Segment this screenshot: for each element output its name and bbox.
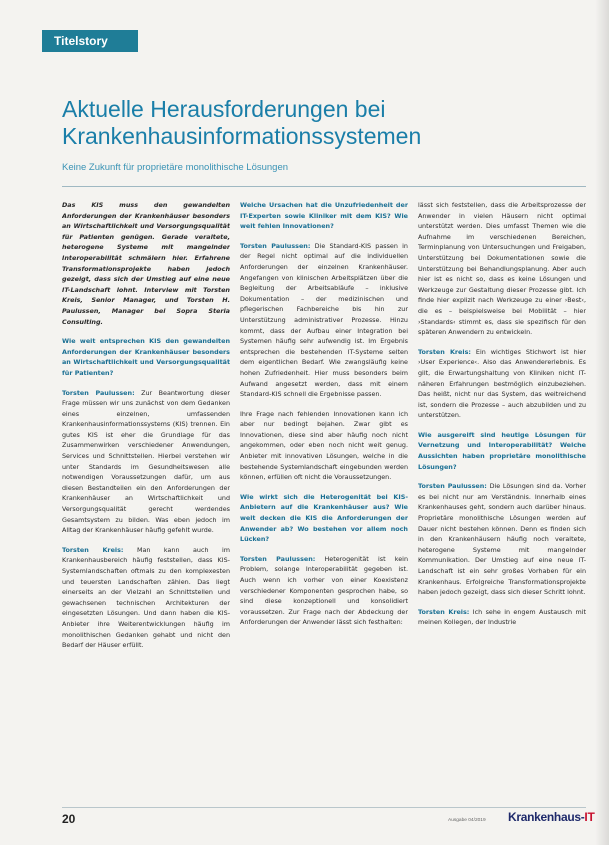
magazine-logo — [508, 810, 595, 824]
footer-divider — [62, 807, 586, 808]
magazine-logo-main: Krankenhaus- — [508, 810, 585, 824]
text-column-1 — [62, 200, 230, 800]
article-subtitle: Keine Zukunft für proprietäre monolithische Lösungen — [62, 162, 289, 173]
magazine-logo-accent: IT — [584, 810, 595, 824]
paragraph — [418, 347, 586, 421]
paragraph-text: Die Lösungen sind da. Vorher es bei nicht nur am Verständnis. Innerhalb eines Krankenhauses geht, sondern auch darüber hinaus. Proprietäre monolithische Lösungen werden auf Dauer nicht bestehen können. Denn es finden sich in den Krankenhäusern häufig noch veraltete, heterogene Systeme mit mangelnder Kommunikation. Der Umstieg auf eine neue IT-Landschaft ist ein sehr großes Vorhaben für ein Krankenhaus. Erfolgreiche Transformationsprojekte haben jedoch gezeigt, dass sich dieser Schritt lohnt. — [418, 482, 586, 597]
paragraph-text: Ich sehe in engem Austausch mit meinen Kollegen, der Industrie — [418, 607, 586, 627]
page-edge-shadow — [595, 0, 609, 845]
speaker-name: Torsten Kreis: — [418, 347, 471, 356]
paragraph-text: Die Standard-KIS passen in der Regel nicht optimal auf die individuellen Anforderungen der einzelnen Krankenhäuser. Angefangen von klinischen Arbeitsplätzen über die Begleitung der Arbeitsabläufe – inklusive Dokumentation – der medizinischen und pflegerischen Fachbereiche bis hin zur Unterstützung administrativer Prozesse. Hinzu kommt, dass der Aufbau einer Integration bei Systemen häufig sehr aufwendig ist. Im Ergebnis entsprechen die bestehenden IT-Systeme selten dem eigentlichen Bedarf. Wie zwangsläufig keine hohen Zufriedenheit. Hier muss besonders beim Aufwand angesetzt werden, dass mit einem Standard-KIS schnell die Ergebnisse passen. — [240, 241, 408, 399]
paragraph — [418, 481, 586, 598]
speaker-name: Torsten Paulussen: — [240, 241, 311, 250]
speaker-name: Torsten Kreis: — [418, 607, 470, 616]
page-number: 20 — [62, 812, 76, 826]
paragraph — [62, 388, 230, 536]
paragraph-text: Wie wirkt sich die Heterogenität bei KIS-Anbietern auf die Krankenhäuser aus? Wie weit decken die KIS die Anforderungen der Anwender ab? Wo bestehen vor allem noch Lücken? — [240, 492, 408, 544]
paragraph-text: Das KIS muss den gewandelten Anforderungen der Krankenhäuser besonders an Wirtschaftlichkeit und Versorgungsqualität für Patienten genügen. Gerade veraltete, heterogene Systeme mit mangelnder Interoperabilität schmälern hier. Erfahrene Transformationsprojekte haben jedoch gezeigt, dass sich der Umstieg auf eine neue IT-Landschaft lohnt. Interview mit Torsten Kreis, Senior Manager, und Torsten H. Paulussen, Manager bei Sopra Steria Consulting. — [62, 201, 230, 326]
paragraph — [418, 607, 586, 628]
speaker-name: Torsten Paulussen: — [240, 554, 316, 563]
speaker-name: Torsten Paulussen: — [62, 388, 135, 397]
paragraph-text: Heterogenität ist kein Problem, solange Interoperabilität gegeben ist. Auch wenn ich vorher von einer Koexistenz verschiedener Komponenten gesprochen habe, so sind diese konzeptionell und konsolidiert voraussetzen. Zur Frage nach der Abdeckung der Anforderungen der Anwender lässt sich festhalten: — [240, 554, 408, 627]
paragraph-text: Man kann auch im Krankenhausbereich häufig feststellen, dass KIS-Systemlandschaften oftmals zu den komplexesten und teuersten Landschaften zählen. Das liegt einerseits an der Vielzahl an Schnittstellen und gewachsenen technischen Architekturen der eingesetzten Lösungen. Und dann haben die KIS-Anbieter ihre Weiterentwicklungen häufig im monolithischen Gedanken gehabt und nicht den Bedarf der Häuser erfüllt. — [62, 545, 230, 650]
paragraph-text: Wie ausgereift sind heutige Lösungen für Vernetzung und Interoperabilität? Welche Aussichten haben proprietäre monolithische Lösungen? — [418, 430, 586, 471]
speaker-name: Torsten Kreis: — [62, 545, 124, 554]
paragraph — [62, 545, 230, 651]
paragraph — [240, 409, 408, 483]
text-column-2 — [240, 200, 408, 800]
paragraph — [418, 430, 586, 472]
speaker-name: Torsten Paulussen: — [418, 482, 487, 491]
article-title: Aktuelle Herausforderungen bei Krankenhausinformationssystemen — [62, 96, 422, 149]
paragraph — [62, 200, 230, 327]
paragraph-text: lässt sich feststellen, dass die Arbeitsprozesse der Anwender in vielen Häusern nicht optimal unterstützt werden. Dies umfasst Themen wie die Aufnahme im verschiedenen Bereichen, Terminplanung von Untersuchungen und Freigaben, Unterstützung bei Dokumentationen sowie die Unterstützung bei Behandlungsplanung. Aber auch hier ist es nicht so, dass es keine Lösungen und Werkzeuge zur Gestaltung dieser Prozesse gibt. Ich finde hier explizit nach Werkzeuge zu einer ›Best‹, die es – beispielsweise bei Mobilität – hier ›Standards‹ stimmt es, dass sie spezifisch für den späteren Anwendern zu entwickeln. — [418, 201, 586, 337]
text-column-3 — [418, 200, 586, 800]
paragraph — [240, 554, 408, 628]
title-divider — [62, 186, 586, 187]
issue-label: Ausgabe 04/2019 — [448, 818, 486, 823]
paragraph — [240, 241, 408, 400]
paragraph-text: Ein wichtiges Stichwort ist hier ›User Experience‹. Also das Anwendererlebnis. Es gilt, die Erwartungshaltung von Kliniken nicht IT-näheren Erfahrungen bestmöglich einzubeziehen. Das heißt, nicht nur das System, das weitreichend ist, sondern die Prozesse – auch abzubilden und zu unterstützen. — [418, 347, 586, 420]
paragraph-text: Welche Ursachen hat die Unzufriedenheit der IT-Experten sowie Kliniker mit dem KIS? Wie weit fehlen Innovationen? — [240, 201, 408, 231]
paragraph-text: Zur Beantwortung dieser Frage müssen wir uns zunächst von dem Gedanken eines einzelnen, umfassenden Krankenhausinformationssystems (KIS) trennen. Ein gutes KIS ist eher die Grundlage für das Zusammenwirken verschiedener Anwendungen, Services und Schnittstellen. Hierbei verstehen wir unter Standards im Gesundheitswesen alle notwendigen Voraussetzungen dafür, um aus diesen Bestandteilen ein den Anforderungen der Krankenhäuser an Wirtschaftlichkeit und Versorgungsqualität gerecht werdendes Gesamtsystem zu bilden. Was eben jedoch im Alltag der Krankenhäuser häufig gefehlt wurde. — [62, 388, 230, 535]
paragraph-text: Wie weit entsprechen KIS den gewandelten Anforderungen der Krankenhäuser besonders an Wirtschaftlichkeit und Versorgungsqualität für Patienten? — [62, 337, 230, 377]
paragraph-text: Ihre Frage nach fehlenden Innovationen kann ich aber nur bedingt bejahen. Zwar gibt es Innovationen, diese sind aber häufig noch nicht angekommen, oder eben noch nicht weit genug. Anbieter mit innovativen Lösungen, welche in die bestehende Systemlandschaft eingebunden werden können, erfüllen oft nicht die Voraussetzungen. — [240, 409, 408, 482]
paragraph — [62, 336, 230, 378]
section-label: Titelstory — [42, 30, 138, 52]
paragraph — [240, 200, 408, 232]
paragraph — [418, 200, 586, 338]
paragraph — [240, 492, 408, 545]
